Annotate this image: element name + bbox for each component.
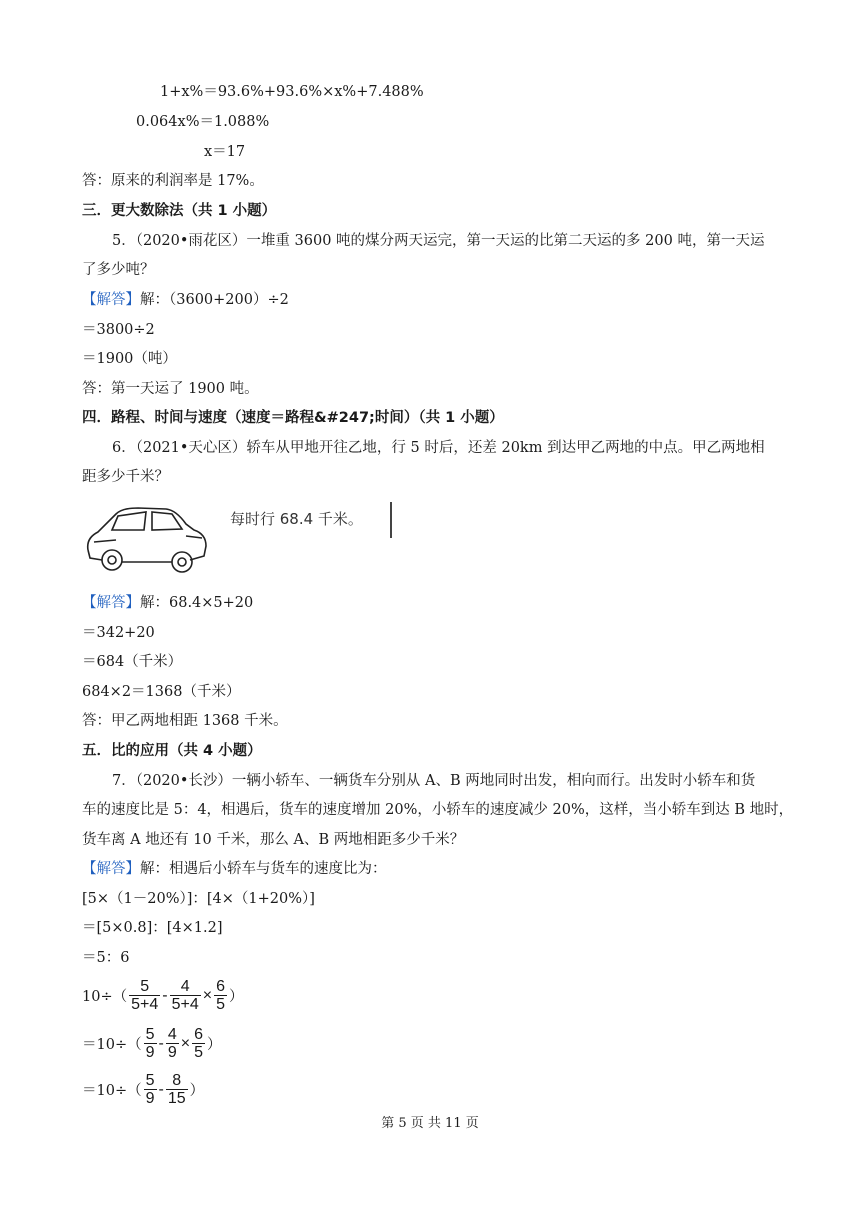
solution-6-line-3: ＝684（千米） [82, 654, 183, 670]
question-5-line-1: 5．（2020•雨花区）一堆重 3600 吨的煤分两天运完，第一天运的比第二天运的多 200 吨，第一天运 [112, 233, 765, 249]
section-4-heading: 四．路程、时间与速度（速度＝路程&#247;时间）（共 1 小题） [82, 410, 504, 426]
solution-7-line-4: ＝5：6 [82, 950, 130, 966]
answer-5: 答：第一天运了 1900 吨。 [82, 381, 259, 397]
speed-label: 每时行 68.4 千米。 [230, 510, 363, 528]
solution-6-line-1 [82, 593, 253, 613]
section-5-heading: 五．比的应用（共 4 小题） [82, 743, 262, 759]
solution-text: 解：68.4×5+20 [140, 595, 254, 611]
solution-5-line-1 [82, 290, 289, 310]
minus-sign: - [158, 1034, 164, 1052]
minus-sign: - [162, 986, 168, 1004]
solution-7-line-2: [5×（1－20%）]：[4×（1+20%）] [82, 891, 315, 907]
minus-sign: - [158, 1080, 164, 1098]
times-sign: × [202, 986, 213, 1004]
section-3-heading: 三．更大数除法（共 1 小题） [82, 203, 277, 219]
question-6-line-2: 距多少千米？ [82, 469, 169, 485]
expr-prefix: 10÷（ [82, 989, 128, 1005]
fraction-expression-3 [82, 1072, 204, 1107]
expr-prefix: ＝10÷（ [82, 1083, 142, 1099]
expr-suffix: ） [189, 1083, 205, 1099]
fraction: $\frac{6}{5}$ [194, 1026, 203, 1061]
equation-line-1: 1+x%＝93.6%+93.6%×x%+7.488% [160, 84, 424, 100]
solution-6-line-4: 684×2＝1368（千米） [82, 684, 241, 700]
question-7-line-2: 车的速度比是 5：4，相遇后，货车的速度增加 20%，小轿车的速度减少 20%，这样，当小轿车到达 B 地时， [82, 802, 794, 818]
fraction-expression-2 [82, 1026, 222, 1061]
solution-text: 解：相遇后小轿车与货车的速度比为： [140, 861, 387, 877]
fraction: $\frac{4}{9}$ [167, 1026, 177, 1061]
question-7-line-3: 货车离 A 地还有 10 千米，那么 A、B 两地相距多少千米？ [82, 832, 465, 848]
answer-4: 答：原来的利润率是 17%。 [82, 173, 264, 189]
solution-7-line-3: ＝[5×0.8]：[4×1.2] [82, 920, 223, 936]
fraction: 5 9 [145, 1026, 155, 1061]
solution-tag: 【解答】 [82, 861, 140, 877]
solution-6-line-2: ＝342+20 [82, 625, 155, 641]
solution-tag: 【解答】 [82, 595, 140, 611]
solution-tag: 【解答】 [82, 292, 140, 308]
fraction-expression-1 [82, 978, 243, 1013]
question-5-line-2: 了多少吨？ [82, 262, 155, 278]
fraction: $\frac{4}{5+4}$ [171, 978, 199, 1013]
answer-6: 答：甲乙两地相距 1368 千米。 [82, 713, 288, 729]
fraction: $\frac{6}{5}$ [216, 978, 225, 1013]
fraction: 5 5+4 [131, 978, 159, 1013]
solution-5-line-3: ＝1900（吨） [82, 351, 177, 367]
question-6-line-1: 6．（2021•天心区）轿车从甲地开往乙地，行 5 时后，还差 20km 到达甲乙两地的中点。甲乙两地相 [112, 440, 765, 456]
times-sign: × [180, 1034, 191, 1052]
expr-suffix: ） [207, 1037, 222, 1053]
solution-7-line-1 [82, 859, 387, 879]
divider [390, 502, 392, 538]
car-icon [82, 500, 212, 582]
fraction: 8 15 [167, 1072, 186, 1107]
equation-line-3: x＝17 [204, 144, 246, 160]
solution-5-line-2: ＝3800÷2 [82, 322, 155, 338]
expr-prefix: ＝10÷（ [82, 1037, 142, 1053]
solution-text: 解：（3600+200）÷2 [140, 292, 289, 308]
expr-suffix: ） [228, 989, 244, 1005]
fraction: 5 9 [145, 1072, 155, 1107]
page-footer: 第 5 页 共 11 页 [381, 1116, 479, 1131]
question-7-line-1: 7．（2020•长沙）一辆小轿车、一辆货车分别从 A、B 两地同时出发，相向而行。出发时小轿车和货 [112, 773, 756, 789]
equation-line-2: 0.064x%＝1.088% [136, 114, 270, 130]
